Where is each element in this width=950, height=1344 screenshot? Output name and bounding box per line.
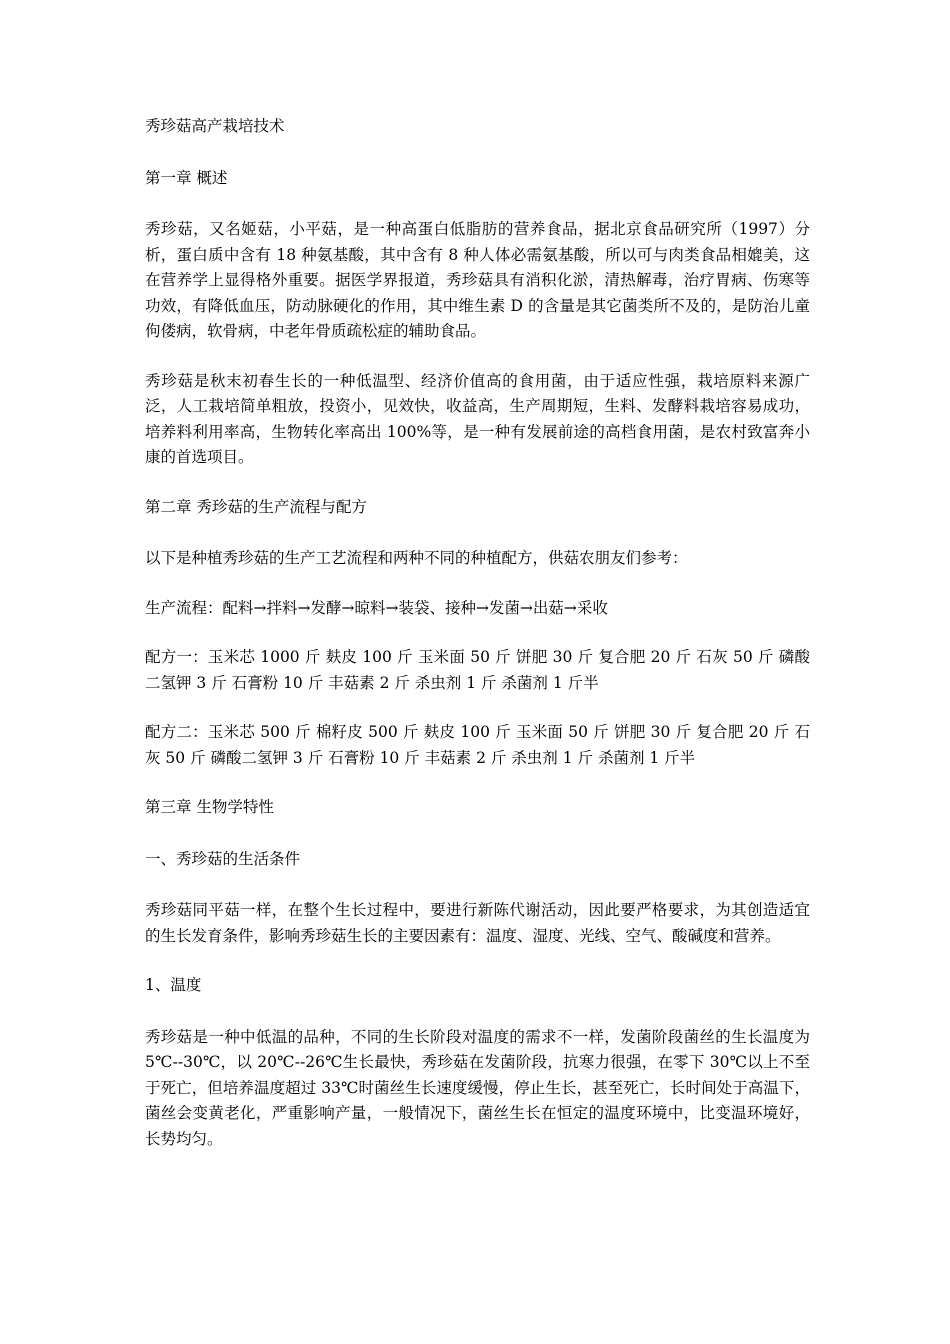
subsection-temperature-heading: 1、温度 [145, 976, 202, 994]
chapter-2-intro: 以下是种植秀珍菇的生产工艺流程和两种不同的种植配方，供菇农朋友们参考： [145, 549, 688, 567]
chapter-2-heading: 第二章 秀珍菇的生产流程与配方 [145, 497, 367, 516]
subsection-temperature-paragraph: 秀珍菇是一种中低温的品种，不同的生长阶段对温度的需求不一样，发菌阶段菌丝的生长温度为 5℃--30℃，以 20℃--26℃生长最快，秀珍菇在发菌阶段，抗寒力很强，在零下 30℃以上不至于死亡，但培养温度超过 33℃时菌丝生长速度缓慢，停止生长，甚至死亡，长时间处于高温下，菌丝会变黄老化，严重影响产量，一般情况下，菌丝生长在恒定的温度环境中，比变温环境好，长势均匀。 [145, 1027, 810, 1148]
chapter-1-paragraph-2: 秀珍菇是秋末初春生长的一种低温型、经济价值高的食用菌，由于适应性强，栽培原料来源广泛，人工栽培简单粗放，投资小，见效快，收益高，生产周期短，生料、发酵料栽培容易成功，培养料利用率高，生物转化率高出 100%等，是一种有发展前途的高档食用菌，是农村致富奔小康的首选项目。 [145, 371, 810, 466]
production-flow: 生产流程：配料→拌料→发酵→晾料→装袋、接种→发菌→出菇→采收 [145, 598, 608, 617]
section-1-heading: 一、秀珍菇的生活条件 [145, 849, 301, 868]
formula-1: 配方一：玉米芯 1000 斤 麸皮 100 斤 玉米面 50 斤 饼肥 30 斤 复合肥 20 斤 石灰 50 斤 磷酸二氢钾 3 斤 石膏粉 10 斤 丰菇素 2 斤 杀虫剂 1 斤 杀菌剂 1 斤半 [145, 648, 810, 692]
chapter-1-paragraph-1: 秀珍菇，又名姬菇，小平菇，是一种高蛋白低脂肪的营养食品，据北京食品研究所（1997）分析，蛋白质中含有 18 种氨基酸，其中含有 8 种人体必需氨基酸，所以可与肉类食品相媲美，这在营养学上显得格外重要。据医学界报道，秀珍菇具有消积化淤，清热解毒，治疗胃病、伤寒等功效，有降低血压，防动脉硬化的作用，其中维生素 D 的含量是其它菌类所不及的，是防治儿童佝偻病，软骨病，中老年骨质疏松症的辅助食品。 [145, 220, 810, 340]
document-title: 秀珍菇高产栽培技术 [145, 117, 285, 135]
document-body [145, 114, 810, 1176]
formula-2: 配方二：玉米芯 500 斤 棉籽皮 500 斤 麸皮 100 斤 玉米面 50 斤 饼肥 30 斤 复合肥 20 斤 石灰 50 斤 磷酸二氢钾 3 斤 石膏粉 10 斤 丰菇素 2 斤 杀虫剂 1 斤 杀菌剂 1 斤半 [145, 723, 810, 767]
chapter-1-heading: 第一章 概述 [145, 168, 228, 187]
chapter-3-heading: 第三章 生物学特性 [145, 798, 274, 816]
section-1-paragraph: 秀珍菇同平菇一样，在整个生长过程中，要进行新陈代谢活动，因此要严格要求，为其创造适宜的生长发育条件，影响秀珍菇生长的主要因素有：温度、湿度、光线、空气、酸碱度和营养。 [145, 901, 810, 945]
